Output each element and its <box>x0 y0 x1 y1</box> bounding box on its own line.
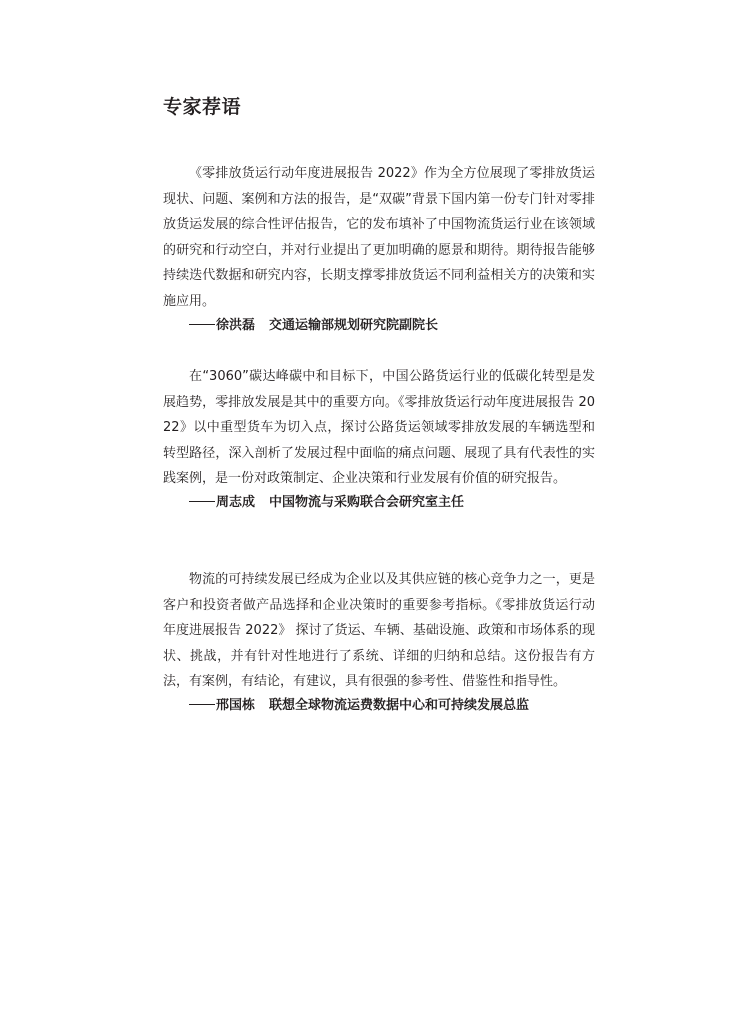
recommendation-signature <box>163 315 595 337</box>
em-dash <box>189 704 215 705</box>
recommendation-signature <box>163 695 595 717</box>
author-title: 中国物流与采购联合会研究室主任 <box>269 494 465 510</box>
author-name: 邢国栋 <box>216 697 256 713</box>
page-title: 专家荐语 <box>163 96 242 118</box>
recommendation-2 <box>163 364 595 514</box>
recommendation-1 <box>163 161 595 337</box>
author-name: 徐洪磊 <box>216 317 256 333</box>
recommendation-signature <box>163 492 595 514</box>
recommendation-text: 《零排放货运行动年度进展报告 2022》作为全方位展现了零排放货运现状、问题、案例和方法的报告，是“双碳”背景下国内第一份专门针对零排放货运发展的综合性评估报告，它的发布填补了中国物流货运行业在该领域的研究和行动空白，并对行业提出了更加明确的愿景和期待。期待报告能够持续迭代数据和研究内容，长期支撑零排放货运不同利益相关方的决策和实施应用。 <box>163 166 595 309</box>
em-dash <box>189 324 215 325</box>
author-name: 周志成 <box>216 494 256 510</box>
recommendation-text: 在“3060”碳达峰碳中和目标下，中国公路货运行业的低碳化转型是发展趋势，零排放发展是其中的重要方向。《零排放货运行动年度进展报告 2022》以中重型货车为切入点，探讨公路货运领域零排放发展的车辆选型和转型路径，深入剖析了发展过程中面临的痛点问题、展现了具有代表性的实践案例，是一份对政策制定、企业决策和行业发展有价值的研究报告。 <box>163 369 595 487</box>
em-dash <box>189 501 215 502</box>
author-title: 交通运输部规划研究院副院长 <box>269 317 439 333</box>
author-title: 联想全球物流运费数据中心和可持续发展总监 <box>269 697 530 713</box>
recommendation-3 <box>163 567 595 717</box>
recommendation-text: 物流的可持续发展已经成为企业以及其供应链的核心竞争力之一，更是客户和投资者做产品选择和企业决策时的重要参考指标。《零排放货运行动年度进展报告 2022》 探讨了货运、车辆、基础设施、政策和市场体系的现状、挑战，并有针对性地进行了系统、详细的归纳和总结。这份报告有方法，有案例，有结论，有建议，具有很强的参考性、借鉴性和指导性。 <box>163 572 595 690</box>
